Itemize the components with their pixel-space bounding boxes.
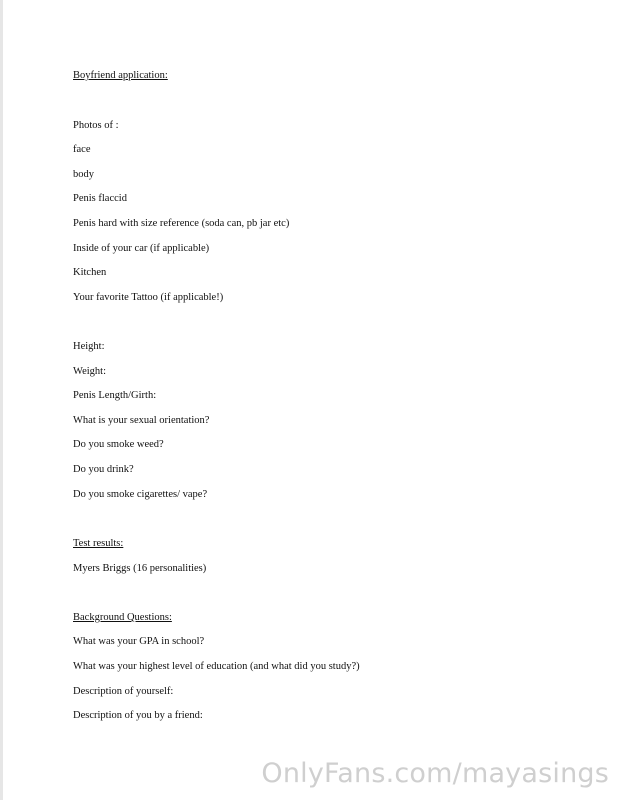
document-title: Boyfriend application: — [73, 70, 168, 81]
question-item: Weight: — [73, 366, 106, 377]
question-item: Height: — [73, 341, 105, 352]
photo-item: Penis flaccid — [73, 193, 127, 204]
question-item: Do you smoke weed? — [73, 439, 164, 450]
test-result-item: Myers Briggs (16 personalities) — [73, 563, 207, 574]
page-edge — [0, 0, 3, 800]
background-question: What was your GPA in school? — [73, 636, 205, 647]
question-item: What is your sexual orientation? — [73, 415, 210, 426]
photo-item: face — [73, 144, 91, 155]
background-heading: Background Questions: — [73, 612, 172, 623]
photo-item: Your favorite Tattoo (if applicable!) — [73, 292, 224, 303]
photos-label: Photos of : — [73, 120, 119, 131]
background-question: Description of yourself: — [73, 686, 174, 697]
background-question: Description of you by a friend: — [73, 710, 203, 721]
photo-item: Inside of your car (if applicable) — [73, 243, 210, 254]
question-item: Do you drink? — [73, 464, 134, 475]
photo-item: Kitchen — [73, 267, 107, 278]
question-item: Penis Length/Girth: — [73, 390, 157, 401]
question-item: Do you smoke cigarettes/ vape? — [73, 489, 208, 500]
photo-item: Penis hard with size reference (soda can, pb jar etc) — [73, 218, 290, 229]
background-question: What was your highest level of education (and what did you study?) — [73, 661, 360, 672]
test-results-heading: Test results: — [73, 538, 124, 549]
watermark: OnlyFans.com/mayasings — [261, 758, 609, 789]
photo-item: body — [73, 169, 94, 180]
